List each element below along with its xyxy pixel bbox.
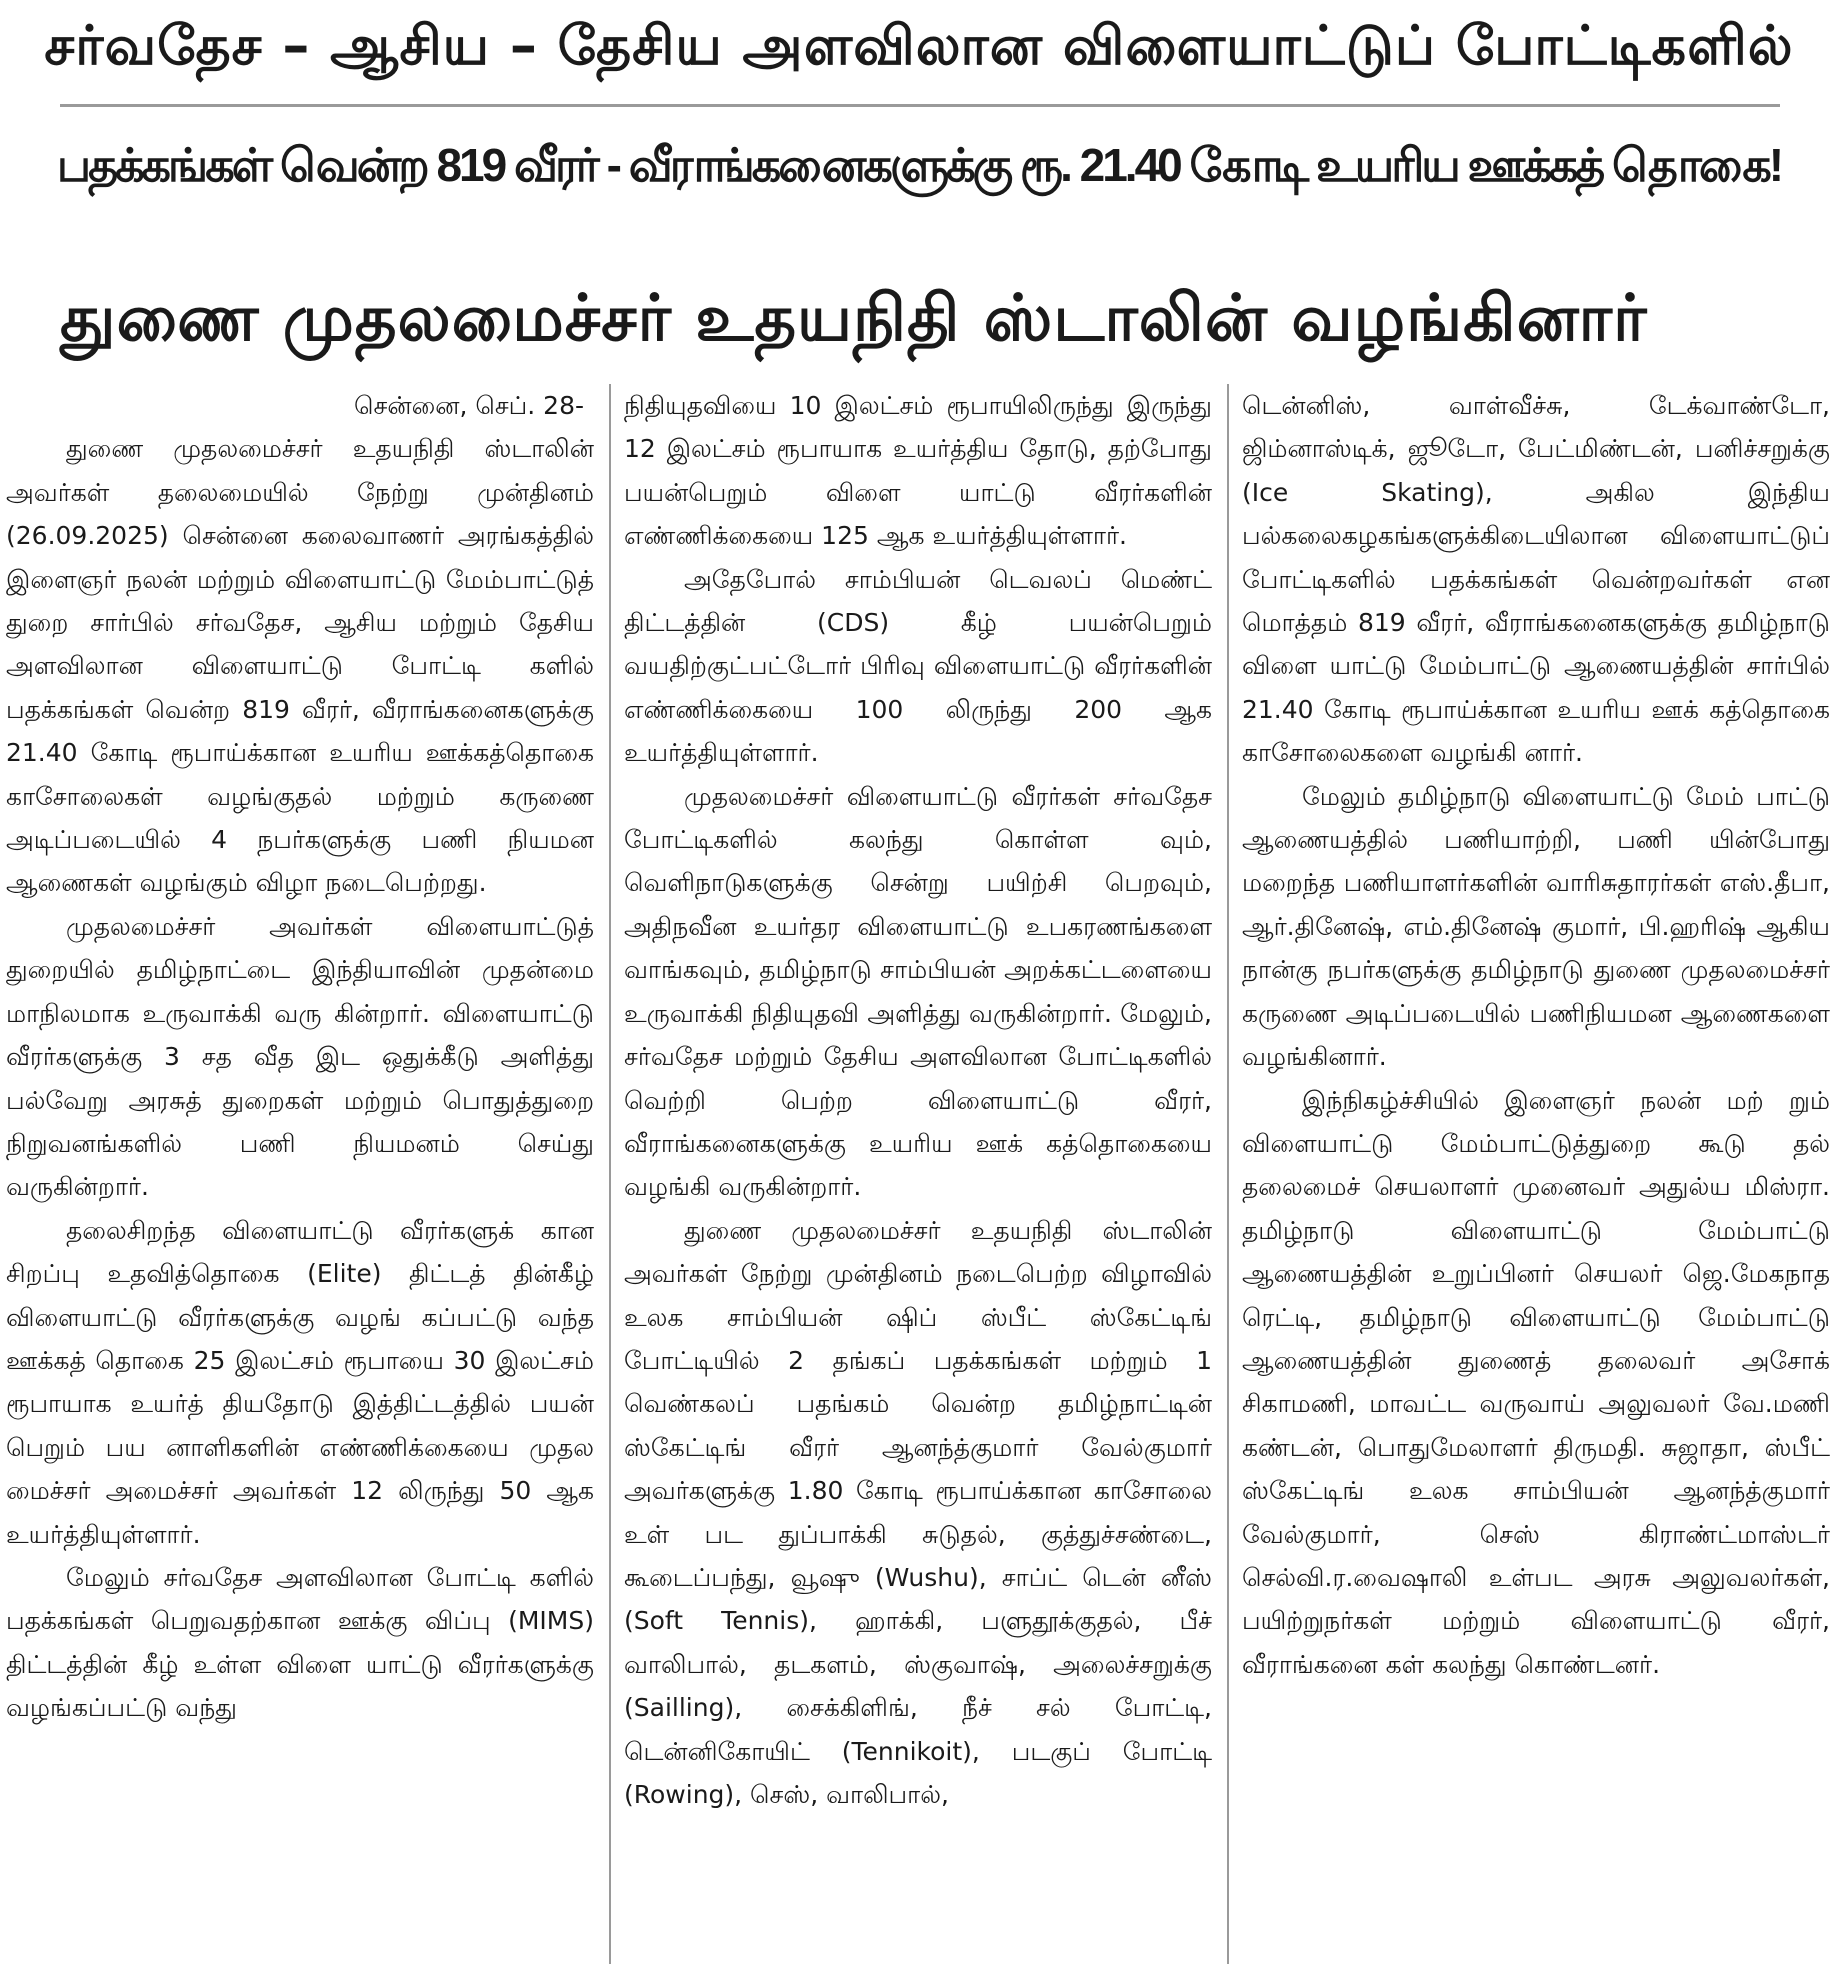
paragraph: மேலும் தமிழ்நாடு விளையாட்டு மேம் பாட்டு ஆணையத்தில் பணியாற்றி, பணி யின்போது மறைந்த பணியாளர்களின் வாரிசுதாரர்கள் எஸ்.தீபா, ஆர்.தினேஷ், எம்.தினேஷ் குமார், பி.ஹரிஷ் ஆகிய நான்கு நபர்களுக்கு தமிழ்நாடு துணை முதலமைச்சர் கருணை அடிப்படையில் பணிநியமன ஆணைகளை வழங்கினார். — [1242, 781, 1830, 1072]
column-divider — [1227, 384, 1229, 1964]
paragraph: துணை முதலமைச்சர் உதயநிதி ஸ்டாலின் அவர்கள் நேற்று முன்தினம் நடைபெற்ற விழாவில் உலக சாம்பியன் ஷிப் ஸ்பீட் ஸ்கேட்டிங் போட்டியில் 2 தங்கப் பதக்கங்கள் மற்றும் 1 வெண்கலப் பதங்கம் வென்ற தமிழ்நாட்டின் ஸ்கேட்டிங் வீரர் ஆனந்த்குமார் வேல்குமார் அவர்களுக்கு 1.80 கோடி ரூபாய்க்கான காசோலை உள் பட துப்பாக்கி சுடுதல், குத்துச்சண்டை, கூடைப்பந்து, வூஷு (Wushu), சாப்ட் டென் னீஸ் (Soft Tennis), ஹாக்கி, பளுதூக்குதல், பீச் வாலிபால், தடகளம், ஸ்குவாஷ், அலைச்சறுக்கு (Sailling), சைக்கிளிங், நீச் சல் போட்டி, டென்னிகோயிட் (Tennikoit), படகுப் போட்டி (Rowing), செஸ், வாலிபால், — [624, 1215, 1212, 1809]
kicker-headline: சர்வதேச – ஆசிய – தேசிய அளவிலான விளையாட்டுப் போட்டிகளில் — [44, 14, 1794, 77]
kicker-divider — [60, 104, 1780, 107]
paragraph: அதேபோல் சாம்பியன் டெவலப் மெண்ட் திட்டத்தின் (CDS) கீழ் பயன்பெறும் வயதிற்குட்பட்டோர் பிரிவு விளையாட்டு வீரர்களின் எண்ணிக்கையை 100 லிருந்து 200 ஆக உயர்த்தியுள்ளார். — [624, 564, 1212, 768]
paragraph: நிதியுதவியை 10 இலட்சம் ரூபாயிலிருந்து இருந்து 12 இலட்சம் ரூபாயாக உயர்த்திய தோடு, தற்போது பயன்பெறும் விளை யாட்டு வீரர்களின் எண்ணிக்கையை 125 ஆக உயர்த்தியுள்ளார். — [624, 391, 1212, 551]
column-divider — [609, 384, 611, 1964]
paragraph: துணை முதலமைச்சர் உதயநிதி ஸ்டாலின் அவர்கள் தலைமையில் நேற்று முன்தினம் (26.09.2025) சென்னை கலைவாணர் அரங்கத்தில் இளைஞர் நலன் மற்றும் விளையாட்டு மேம்பாட்டுத் துறை சார்பில் சர்வதேச, ஆசிய மற்றும் தேசிய அளவிலான விளையாட்டு போட்டி களில் பதக்கங்கள் வென்ற 819 வீரர், வீராங்கனைகளுக்கு 21.40 கோடி ரூபாய்க்கான உயரிய ஊக்கத்தொகை காசோலைகள் வழங்குதல் மற்றும் கருணை அடிப்படையில் 4 நபர்களுக்கு பணி நியமன ஆணைகள் வழங்கும் விழா நடைபெற்றது. — [6, 434, 594, 898]
dateline: சென்னை, செப். 28- — [354, 391, 584, 420]
paragraph: டென்னிஸ், வாள்வீச்சு, டேக்வாண்டோ, ஜிம்னாஸ்டிக், ஜூடோ, பேட்மிண்டன், பனிச்சறுக்கு (Ice Skating), அகில இந்திய பல்கலைகழகங்களுக்கிடையிலான விளையாட்டுப் போட்டிகளில் பதக்கங்கள் வென்றவர்கள் என மொத்தம் 819 வீரர், வீராங்கனைகளுக்கு தமிழ்நாடு விளை யாட்டு மேம்பாட்டு ஆணையத்தின் சார்பில் 21.40 கோடி ரூபாய்க்கான உயரிய ஊக் கத்தொகை காசோலைகளை வழங்கி னார். — [1242, 391, 1830, 768]
paragraph: முதலமைச்சர் அவர்கள் விளையாட்டுத் துறையில் தமிழ்நாட்டை இந்தியாவின் முதன்மை மாநிலமாக உருவாக்கி வரு கின்றார். விளையாட்டு வீரர்களுக்கு 3 சத வீத இட ஒதுக்கீடு அளித்து பல்வேறு அரசுத் துறைகள் மற்றும் பொதுத்துறை நிறுவனங்களில் பணி நியமனம் செய்து வருகின்றார். — [6, 911, 594, 1202]
sub-headline: துணை முதலமைச்சர் உதயநிதி ஸ்டாலின் வழங்கினார் — [60, 282, 1648, 356]
article-body — [6, 384, 1832, 1964]
column-1 — [6, 384, 594, 1964]
paragraph: முதலமைச்சர் விளையாட்டு வீரர்கள் சர்வதேச போட்டிகளில் கலந்து கொள்ள வும், வெளிநாடுகளுக்கு சென்று பயிற்சி பெறவும், அதிநவீன உயர்தர விளையாட்டு உபகரணங்களை வாங்கவும், தமிழ்நாடு சாம்பியன் அறக்கட்டளையை உருவாக்கி நிதியுதவி அளித்து வருகின்றார். மேலும், சர்வதேச மற்றும் தேசிய அளவிலான போட்டிகளில் வெற்றி பெற்ற விளையாட்டு வீரர், வீராங்கனைகளுக்கு உயரிய ஊக் கத்தொகையை வழங்கி வருகின்றார். — [624, 781, 1212, 1202]
column-2 — [624, 384, 1212, 1964]
main-headline: பதக்கங்கள் வென்ற 819 வீரர் - வீராங்கனைகளுக்கு ரூ. 21.40 கோடி உயரிய ஊக்கத் தொகை! — [56, 139, 1782, 191]
paragraph: தலைசிறந்த விளையாட்டு வீரர்களுக் கான சிறப்பு உதவித்தொகை (Elite) திட்டத் தின்கீழ் விளையாட்டு வீரர்களுக்கு வழங் கப்பட்டு வந்த ஊக்கத் தொகை 25 இலட்சம் ரூபாயை 30 இலட்சம் ரூபாயாக உயர்த் தியதோடு இத்திட்டத்தில் பயன் பெறும் பய னாளிகளின் எண்ணிக்கையை முதல மைச்சர் அமைச்சர் அவர்கள் 12 லிருந்து 50 ஆக உயர்த்தியுள்ளார். — [6, 1215, 594, 1549]
paragraph: மேலும் சர்வதேச அளவிலான போட்டி களில் பதக்கங்கள் பெறுவதற்கான ஊக்கு விப்பு (MIMS) திட்டத்தின் கீழ் உள்ள விளை யாட்டு வீரர்களுக்கு வழங்கப்பட்டு வந்து — [6, 1562, 594, 1723]
paragraph: இந்நிகழ்ச்சியில் இளைஞர் நலன் மற் றும் விளையாட்டு மேம்பாட்டுத்துறை கூடு தல் தலைமைச் செயலாளர் முனைவர் அதுல்ய மிஸ்ரா. தமிழ்நாடு விளையாட்டு மேம்பாட்டு ஆணையத்தின் உறுப்பினர் செயலர் ஜெ.மேகநாத ரெட்டி, தமிழ்நாடு விளையாட்டு மேம்பாட்டு ஆணையத்தின் துணைத் தலைவர் அசோக் சிகாமணி, மாவட்ட வருவாய் அலுவலர் வே.மணி கண்டன், பொதுமேலாளர் திருமதி. சுஜாதா, ஸ்பீட் ஸ்கேட்டிங் உலக சாம்பியன் ஆனந்த்குமார் வேல்குமார், செஸ் கிராண்ட்மாஸ்டர் செல்வி.ர.வைஷாலி உள்பட அரசு அலுவலர்கள், பயிற்றுநர்கள் மற்றும் விளையாட்டு வீரர், வீராங்கனை கள் கலந்து கொண்டனர். — [1242, 1085, 1830, 1679]
column-3 — [1242, 384, 1830, 1964]
